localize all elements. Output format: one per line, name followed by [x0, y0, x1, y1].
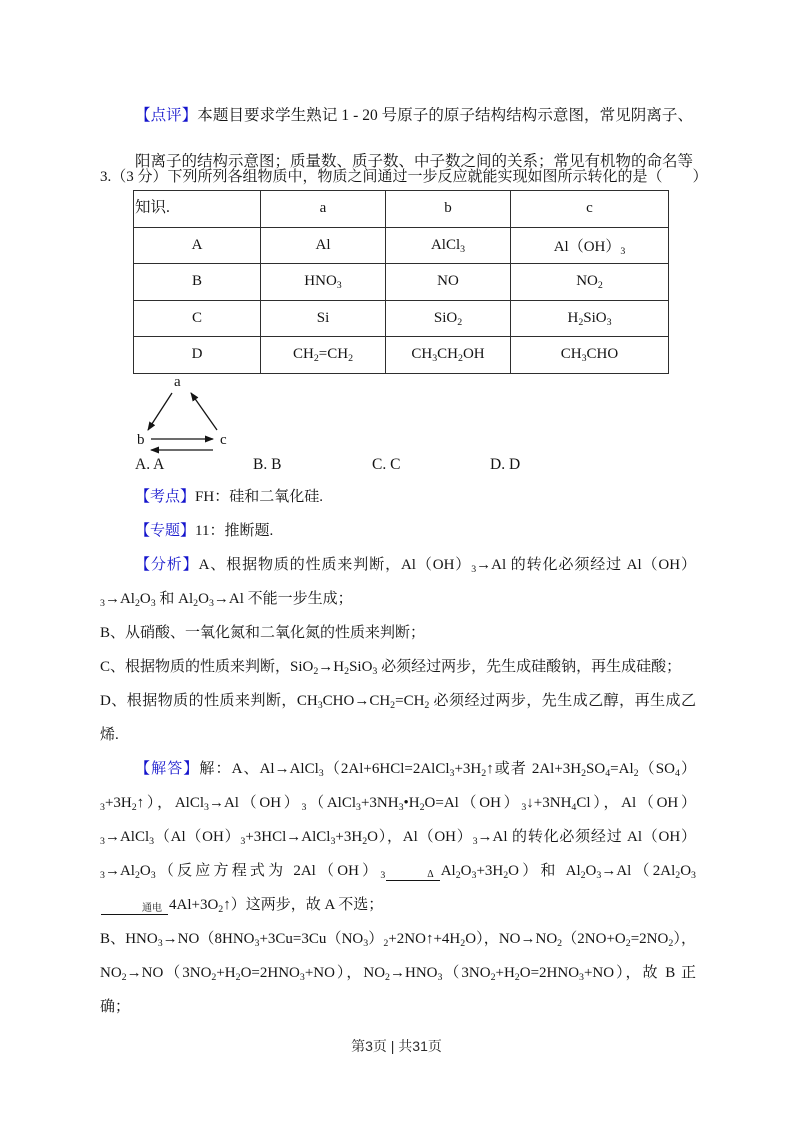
- reaction-condition: Δ: [386, 869, 439, 881]
- page-footer: 第3页 | 共31页: [351, 1038, 442, 1054]
- table-cell: Al: [261, 227, 386, 264]
- section-tag: 【考点】: [135, 489, 196, 505]
- table-cell: $H_2SiO_3$: [511, 300, 669, 337]
- section-text: 解：A、$Al\to AlCl_3(2Al+6HCl=2AlCl_3+3H_2↑$或者 $2Al+3H_2SO_4=Al_2(SO_4)_3+3H_2↑$），$AlCl_3\to Al(OH)_3(AlCl_3+3NH_3•H_2O=Al(OH)_3↓+3NH_4Cl)$，$Al(OH)_3\to AlCl_3(Al(OH)_3+3HCl\to AlCl_3+3H_2O)$，$Al(OH)_3\to Al$ 的转化必须经过 $Al(OH)_3\to Al_2O_3$（反应方程式为 $2Al(OH)_3$ Δ $Al_2O_3+3H_2O$）和 $Al_2O_3\to Al(2Al_2O_3$ 通电 $4Al+3O_2↑$）这两步，故 A 不选；: [100, 761, 696, 915]
- table-cell: SiO$_2$: [386, 300, 511, 337]
- node-label-c: c: [220, 432, 227, 448]
- table-row: [134, 227, 669, 264]
- section-exam-point-paragraph: [100, 480, 696, 514]
- section-tag: 【点评】: [135, 107, 198, 124]
- sections-container: [100, 480, 696, 1024]
- section-analysis-paragraph: [100, 616, 696, 650]
- transformation-diagram: [134, 368, 266, 462]
- comment-text: 本题目要求学生熟记 1 - 20 号原子的原子结构结构示意图，常见阴离子、阳离子的结构示意图；质量数、质子数、中子数之间的关系；常见有机物的命名等知识.: [135, 107, 694, 216]
- table-cell: $CH_3CHO$: [511, 337, 669, 374]
- table-cell: A: [134, 227, 261, 264]
- arrow-c-to-a: [191, 393, 217, 430]
- section-tag: 【分析】: [135, 557, 199, 573]
- answer-options: [135, 456, 715, 478]
- option-a: A. A: [135, 456, 165, 473]
- table-cell: AlCl$_3$: [386, 227, 511, 264]
- table-header-cell: a: [261, 191, 386, 228]
- table-cell: D: [134, 337, 261, 374]
- substances-table: [133, 190, 669, 374]
- table-row: [134, 264, 669, 301]
- arrow-a-to-b: [148, 393, 172, 430]
- table-cell: $CH_2=CH_2$: [261, 337, 386, 374]
- section-text: A、根据物质的性质来判断，$Al(OH)_3\to Al$ 的转化必须经过 $Al(OH)_3\to Al_2O_3$ 和 $Al_2O_3\to Al$ 不能一步生成；: [100, 557, 696, 609]
- section-text: B、$HNO_3\to NO(8HNO_3+3Cu=3Cu(NO_3)_2+2NO↑+4H_2O)$，$NO\to NO_2(2NO+O_2=2NO_2)$，$NO_2\to NO(3NO_2+H_2O=2HNO_3+NO)$，$NO_2\to HNO_3(3NO_2+H_2O=2HNO_3+NO)$，故 B 正确；: [100, 931, 696, 1015]
- section-text: D、根据物质的性质来判断，$CH_3CHO\to CH_2=CH_2$ 必须经过两步，先生成乙醇，再生成乙烯.: [100, 693, 696, 743]
- section-analysis-paragraph: [100, 684, 696, 752]
- table-cell: NO: [386, 264, 511, 301]
- section-text: 11：推断题.: [195, 523, 274, 539]
- question-text: 3.（3 分）下列所列各组物质中，物质之间通过一步反应就能实现如图所示转化的是（ ）: [100, 169, 708, 185]
- table-cell: Si: [261, 300, 386, 337]
- table-header-cell: c: [511, 191, 669, 228]
- option-c: C. C: [372, 456, 401, 473]
- section-solution-paragraph: [100, 922, 696, 1024]
- section-text: FH：硅和二氧化硅.: [195, 489, 323, 505]
- section-solution-paragraph: [100, 752, 696, 922]
- section-text: B、从硝酸、一氧化氮和二氧化氮的性质来判断；: [100, 625, 426, 641]
- table-cell: $Al(OH)_3$: [511, 227, 669, 264]
- node-label-b: b: [137, 432, 145, 448]
- table-header-row: [134, 191, 669, 228]
- section-tag: 【解答】: [135, 761, 200, 777]
- section-tag: 【专题】: [135, 523, 196, 539]
- section-topic-paragraph: [100, 514, 696, 548]
- option-d: D. D: [490, 456, 521, 473]
- section-analysis-paragraph: [100, 548, 696, 616]
- table-header-cell: b: [386, 191, 511, 228]
- node-label-a: a: [174, 374, 181, 390]
- table-row: [134, 300, 669, 337]
- table-header-cell: [134, 191, 261, 228]
- table-cell: $NO_2$: [511, 264, 669, 301]
- section-analysis-paragraph: [100, 650, 696, 684]
- reaction-condition: 通电: [101, 903, 168, 915]
- table-cell: B: [134, 264, 261, 301]
- section-text: C、根据物质的性质来判断，$SiO_2\to H_2SiO_3$ 必须经过两步，先生成硅酸钠，再生成硅酸；: [100, 659, 682, 677]
- table-cell: $HNO_3$: [261, 264, 386, 301]
- option-b: B. B: [253, 456, 282, 473]
- table-cell: C: [134, 300, 261, 337]
- table-cell: $CH_3CH_2OH$: [386, 337, 511, 374]
